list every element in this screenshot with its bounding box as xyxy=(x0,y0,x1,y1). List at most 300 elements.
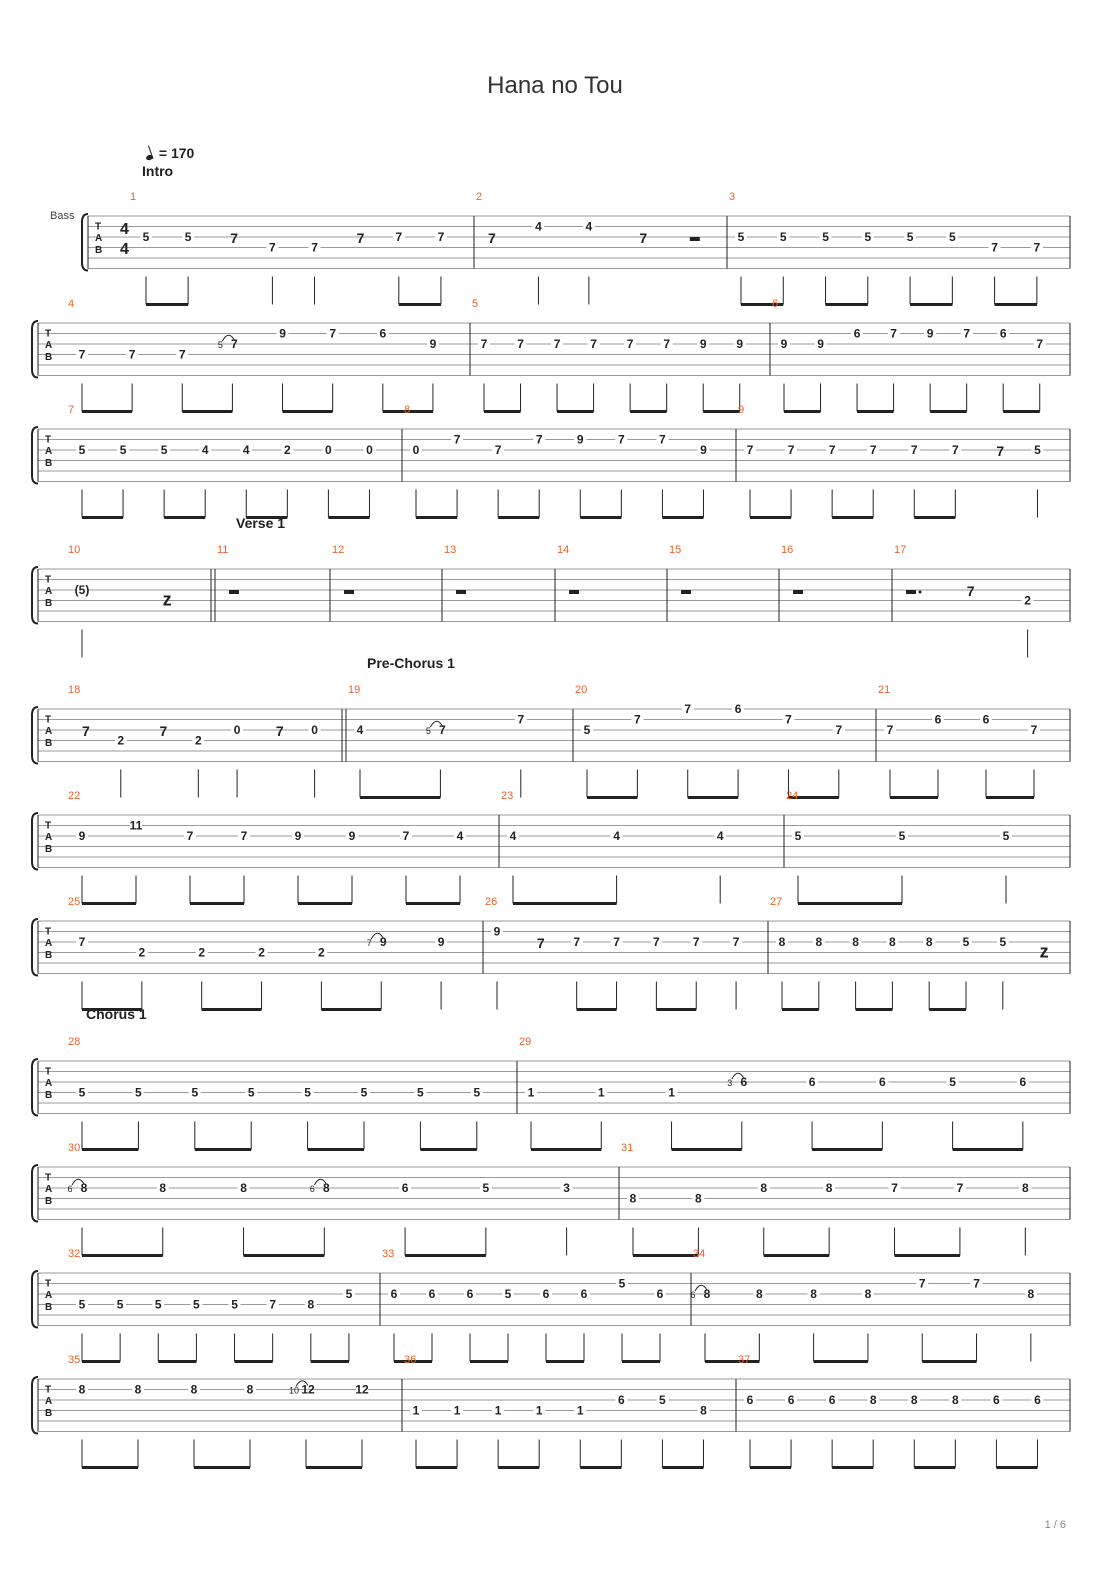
fret-number: 7 xyxy=(951,443,959,457)
fret-number: 9 xyxy=(576,432,584,447)
tab-clef-letter: A xyxy=(45,1290,53,1302)
measure-number: 21 xyxy=(878,684,891,696)
fret-number: 9 xyxy=(700,443,707,457)
eighth-rest: 7 xyxy=(488,230,496,246)
fret-number: 5 xyxy=(1002,829,1010,843)
half-rest xyxy=(456,590,466,594)
fret-number: 7 xyxy=(573,935,581,949)
half-rest xyxy=(681,590,691,594)
fret-number: 8 xyxy=(755,1287,763,1301)
fret-number: 6 xyxy=(466,1287,474,1301)
fret-number: 5 xyxy=(247,1085,255,1100)
tab-clef-letter: B xyxy=(45,351,53,363)
fret-number: 2 xyxy=(318,945,325,960)
tab-clef-letter: A xyxy=(45,1184,53,1196)
fret-number: 8 xyxy=(925,935,933,949)
fret-number: 5 xyxy=(135,1085,142,1100)
fret-number: 6 xyxy=(740,1075,748,1089)
grace-note: 5 xyxy=(425,726,431,736)
measure-number: 13 xyxy=(444,544,457,556)
fret-number: 9 xyxy=(379,935,387,949)
eighth-rest: 7 xyxy=(275,723,284,739)
fret-number: 1 xyxy=(412,1403,420,1418)
fret-number: 7 xyxy=(402,829,410,843)
measure-number: 34 xyxy=(693,1248,706,1260)
eighth-rest: 7 xyxy=(159,723,168,739)
quarter-rest: z xyxy=(162,589,172,610)
fret-number: 7 xyxy=(590,337,597,351)
eighth-rest: 7 xyxy=(356,230,365,246)
measure-number: 16 xyxy=(781,544,794,556)
fret-number: 5 xyxy=(116,1297,124,1312)
fret-number: 7 xyxy=(956,1181,964,1195)
quarter-rest: z xyxy=(1039,941,1049,962)
tab-system xyxy=(32,1354,1070,1468)
tab-clef-letter: A xyxy=(45,340,53,352)
fret-number: 1 xyxy=(576,1403,584,1418)
fret-number: 7 xyxy=(785,712,792,727)
fret-number: 5 xyxy=(948,230,956,244)
tab-clef-letter: A xyxy=(45,726,53,738)
fret-number: 8 xyxy=(240,1181,247,1195)
fret-number: 7 xyxy=(653,935,660,949)
fret-number: 4 xyxy=(509,829,517,843)
fret-number: 8 xyxy=(778,935,786,949)
fret-number: 9 xyxy=(736,337,744,351)
fret-number: 4 xyxy=(613,829,620,843)
fret-number: 6 xyxy=(734,702,742,716)
fret-number: 7 xyxy=(634,712,641,727)
tab-clef-letter: B xyxy=(45,1301,53,1313)
fret-number: 7 xyxy=(311,240,318,255)
tab-clef-letter: T xyxy=(45,434,52,446)
measure-number: 33 xyxy=(382,1248,395,1260)
tab-system xyxy=(32,1248,1070,1362)
tab-clef-letter: A xyxy=(45,586,53,598)
measure-number: 18 xyxy=(68,684,81,696)
fret-number: 2 xyxy=(1024,593,1031,608)
section-label-chorus-1: Chorus 1 xyxy=(86,1006,147,1022)
tab-clef-letter: A xyxy=(45,446,53,458)
fret-number: 5 xyxy=(659,1393,666,1407)
tab-clef-letter: B xyxy=(45,1195,53,1207)
fret-number: 6 xyxy=(982,712,990,727)
tab-clef-letter: A xyxy=(45,938,53,950)
fret-number: 1 xyxy=(453,1403,461,1418)
fret-number: 8 xyxy=(80,1181,88,1195)
tab-clef-letter: A xyxy=(45,1396,53,1408)
fret-number: 7 xyxy=(684,702,692,716)
grace-note: 6 xyxy=(67,1184,73,1194)
fret-number: 5 xyxy=(737,230,745,244)
tab-system xyxy=(32,298,1070,412)
fret-number: 7 xyxy=(269,1297,277,1312)
tab-clef-letter: T xyxy=(45,1278,52,1290)
fret-number: 5 xyxy=(78,1085,86,1100)
eighth-rest: 7 xyxy=(82,723,90,739)
fret-number: 6 xyxy=(390,1287,398,1301)
fret-number: 7 xyxy=(1033,240,1041,255)
fret-number: 5 xyxy=(345,1287,353,1301)
fret-number: 7 xyxy=(991,240,998,255)
fret-number: 1 xyxy=(527,1085,535,1100)
tab-clef-letter: B xyxy=(45,843,53,855)
fret-number: 7 xyxy=(231,337,238,351)
fret-number: 5 xyxy=(184,230,192,244)
fret-number: 7 xyxy=(890,326,897,341)
fret-number: 7 xyxy=(439,723,446,737)
system-bracket xyxy=(32,567,38,624)
system-bracket xyxy=(32,427,38,484)
fret-number: 8 xyxy=(159,1181,167,1195)
measure-number: 8 xyxy=(404,404,411,416)
measure-number: 30 xyxy=(68,1142,81,1154)
fret-number: 4 xyxy=(716,829,724,843)
fret-number: 7 xyxy=(886,723,894,737)
fret-number: 3 xyxy=(563,1181,570,1195)
fret-number: 5 xyxy=(794,829,802,843)
fret-number: 8 xyxy=(307,1297,315,1312)
fret-number: 7 xyxy=(517,337,524,351)
fret-number: 12 xyxy=(301,1382,315,1397)
fret-number: 5 xyxy=(473,1085,481,1100)
fret-number: 5 xyxy=(231,1297,238,1312)
tab-clef-letter: B xyxy=(95,244,103,256)
fret-number: 0 xyxy=(325,443,332,457)
measure-number: 9 xyxy=(738,404,745,416)
fret-number: 5 xyxy=(78,443,86,457)
fret-number: 8 xyxy=(322,1181,330,1195)
fret-number: 8 xyxy=(864,1287,872,1301)
fret-number: 7 xyxy=(663,337,671,351)
fret-number: 7 xyxy=(240,829,248,843)
fret-number: 8 xyxy=(910,1393,918,1407)
measure-number: 22 xyxy=(68,790,81,802)
fret-number: 1 xyxy=(494,1403,502,1418)
measure-number: 29 xyxy=(519,1036,532,1048)
eighth-rest: 7 xyxy=(639,230,648,246)
fret-number: 7 xyxy=(78,347,86,362)
tab-system xyxy=(32,896,1070,1010)
measure-number: 25 xyxy=(68,896,81,908)
rest-dot xyxy=(919,591,922,594)
fret-number: 4 xyxy=(242,443,250,457)
fret-number: 5 xyxy=(864,230,872,244)
half-rest xyxy=(569,590,579,594)
tab-system xyxy=(32,684,1070,798)
fret-number: 9 xyxy=(348,829,356,843)
measure-number: 23 xyxy=(501,790,514,802)
fret-number: 0 xyxy=(366,443,373,457)
eighth-rest: 7 xyxy=(966,583,975,599)
tab-clef-letter: A xyxy=(45,1078,53,1090)
fret-number: 7 xyxy=(659,432,666,447)
fret-number: 9 xyxy=(817,337,824,351)
fret-number: 8 xyxy=(869,1393,877,1407)
fret-number: 5 xyxy=(618,1276,626,1291)
fret-number: 6 xyxy=(1034,1393,1041,1407)
fret-number: 6 xyxy=(878,1075,886,1089)
fret-number: 5 xyxy=(822,230,829,244)
fret-number: 5 xyxy=(142,230,150,244)
fret-number: 2 xyxy=(138,945,146,960)
fret-number: 6 xyxy=(853,326,861,341)
fret-number: 7 xyxy=(178,347,186,362)
fret-number: 5 xyxy=(360,1085,368,1100)
fret-number: 7 xyxy=(553,337,561,351)
tab-clef-letter: B xyxy=(45,949,53,961)
time-signature: 4 xyxy=(120,220,129,238)
fret-number: 7 xyxy=(910,443,918,457)
fret-number: 5 xyxy=(119,443,127,457)
fret-number: 9 xyxy=(294,829,302,843)
fret-number: 7 xyxy=(1036,337,1044,351)
tab-clef-letter: B xyxy=(45,457,53,469)
grace-note: 5 xyxy=(217,340,223,350)
fret-number: 7 xyxy=(269,240,276,255)
fret-number: 5 xyxy=(78,1297,86,1312)
fret-number: 5 xyxy=(191,1085,199,1100)
system-bracket xyxy=(82,214,88,271)
eighth-rest: 7 xyxy=(230,230,239,246)
fret-number: 7 xyxy=(395,230,403,244)
fret-number: 8 xyxy=(78,1382,86,1397)
tab-clef-letter: T xyxy=(45,1172,52,1184)
fret-number: 7 xyxy=(732,935,740,949)
fret-number: 7 xyxy=(869,443,877,457)
measure-number: 15 xyxy=(669,544,682,556)
measure-number: 20 xyxy=(575,684,588,696)
fret-number: 8 xyxy=(703,1287,711,1301)
fret-number: 6 xyxy=(787,1393,795,1407)
system-bracket xyxy=(32,1377,38,1434)
fret-number: 2 xyxy=(198,945,206,960)
fret-number: 4 xyxy=(535,219,542,234)
fret-number: 2 xyxy=(258,945,265,960)
measure-number: 7 xyxy=(68,404,75,416)
section-label-pre-chorus-1: Pre-Chorus 1 xyxy=(367,655,455,671)
tab-clef-letter: B xyxy=(45,737,53,749)
fret-number: 7 xyxy=(480,337,488,351)
fret-number: 8 xyxy=(695,1191,702,1206)
fret-number: 4 xyxy=(356,723,364,737)
fret-number: 7 xyxy=(918,1276,926,1291)
fret-number: 8 xyxy=(700,1403,707,1418)
fret-number: 4 xyxy=(201,443,209,457)
fret-number: 8 xyxy=(1021,1181,1029,1195)
tempo-value: = 170 xyxy=(158,145,195,161)
fret-number: 8 xyxy=(852,935,859,949)
fret-number: 8 xyxy=(825,1181,833,1195)
tab-clef-letter: T xyxy=(45,714,52,726)
fret-number: 7 xyxy=(787,443,795,457)
fret-number: 1 xyxy=(535,1403,543,1418)
tab-system xyxy=(32,544,1070,658)
page-number: 1 / 6 xyxy=(1044,1519,1066,1531)
fret-number: 0 xyxy=(233,723,241,737)
system-bracket xyxy=(32,1271,38,1328)
fret-number: 8 xyxy=(810,1287,817,1301)
fret-number: 5 xyxy=(962,935,970,949)
fret-number: 7 xyxy=(891,1181,898,1195)
fret-number: (5) xyxy=(74,583,90,597)
tab-clef-letter: T xyxy=(45,574,52,586)
measure-number: 14 xyxy=(557,544,570,556)
half-rest xyxy=(229,590,239,594)
tab-clef-letter: B xyxy=(45,1407,53,1419)
tab-clef-letter: T xyxy=(45,820,52,832)
grace-note: 6 xyxy=(309,1184,315,1194)
system-bracket xyxy=(32,813,38,870)
fret-number: 0 xyxy=(311,723,318,737)
fret-number: 6 xyxy=(934,712,942,727)
fret-number: 6 xyxy=(617,1393,625,1407)
fret-number: 5 xyxy=(160,443,168,457)
grace-note: 3 xyxy=(727,1078,733,1088)
fret-number: 7 xyxy=(78,935,86,949)
fret-number: 7 xyxy=(494,443,502,457)
fret-number: 5 xyxy=(482,1181,490,1195)
time-signature: 4 xyxy=(120,240,129,258)
measure-number: 1 xyxy=(130,191,137,203)
fret-number: 7 xyxy=(746,443,754,457)
measure-number: 35 xyxy=(68,1354,81,1366)
fret-number: 7 xyxy=(517,712,525,727)
fret-number: 8 xyxy=(889,935,896,949)
measure-number: 37 xyxy=(738,1354,751,1366)
fret-number: 7 xyxy=(973,1276,980,1291)
fret-number: 5 xyxy=(417,1085,424,1100)
fret-number: 9 xyxy=(699,337,707,351)
fret-number: 9 xyxy=(493,924,501,939)
fret-number: 8 xyxy=(190,1382,198,1397)
fret-number: 5 xyxy=(999,935,1007,949)
tab-clef-letter: T xyxy=(95,221,102,233)
fret-number: 6 xyxy=(828,1393,836,1407)
fret-number: 8 xyxy=(629,1191,637,1206)
measure-number: 19 xyxy=(348,684,361,696)
half-rest xyxy=(793,590,803,594)
fret-number: 7 xyxy=(613,935,620,949)
section-label-verse-1: Verse 1 xyxy=(236,515,286,531)
fret-number: 7 xyxy=(626,337,634,351)
fret-number: 7 xyxy=(186,829,194,843)
fret-number: 9 xyxy=(780,337,788,351)
measure-number: 36 xyxy=(404,1354,417,1366)
fret-number: 12 xyxy=(355,1382,369,1397)
measure-number: 26 xyxy=(485,896,498,908)
fret-number: 0 xyxy=(412,443,420,457)
fret-number: 2 xyxy=(117,733,125,748)
half-rest xyxy=(690,237,700,241)
fret-number: 6 xyxy=(993,1393,1000,1407)
tab-clef-letter: T xyxy=(45,926,52,938)
fret-number: 5 xyxy=(304,1085,311,1100)
tab-system xyxy=(32,1142,1070,1256)
instrument-label: Bass xyxy=(50,210,75,222)
fret-number: 7 xyxy=(437,230,445,244)
measure-number: 4 xyxy=(68,298,75,310)
fret-number: 5 xyxy=(906,230,914,244)
section-label-intro: Intro xyxy=(142,163,174,179)
fret-number: 7 xyxy=(692,935,700,949)
fret-number: 6 xyxy=(379,326,387,341)
fret-number: 7 xyxy=(963,326,971,341)
fret-number: 1 xyxy=(597,1085,605,1100)
fret-number: 7 xyxy=(1030,723,1038,737)
measure-number: 12 xyxy=(332,544,345,556)
fret-number: 9 xyxy=(78,829,86,843)
tab-system xyxy=(32,790,1070,904)
fret-number: 1 xyxy=(668,1085,675,1100)
fret-number: 6 xyxy=(428,1287,436,1301)
fret-number: 5 xyxy=(583,723,591,737)
measure-number: 31 xyxy=(621,1142,634,1154)
tab-clef-letter: A xyxy=(95,233,103,245)
fret-number: 5 xyxy=(504,1287,512,1301)
grace-note: 6 xyxy=(690,1290,696,1300)
system-bracket xyxy=(32,1165,38,1222)
fret-number: 4 xyxy=(585,219,593,234)
measure-number: 27 xyxy=(770,896,783,908)
measure-number: 2 xyxy=(476,191,483,203)
fret-number: 7 xyxy=(329,326,337,341)
fret-number: 5 xyxy=(1034,443,1041,457)
tab-clef-letter: B xyxy=(45,1089,53,1101)
fret-number: 9 xyxy=(437,935,445,949)
tab-clef-letter: T xyxy=(45,1066,52,1078)
fret-number: 7 xyxy=(617,432,625,447)
fret-number: 5 xyxy=(154,1297,162,1312)
fret-number: 9 xyxy=(429,337,437,351)
fret-number: 5 xyxy=(193,1297,200,1312)
half-rest xyxy=(344,590,354,594)
fret-number: 6 xyxy=(1019,1075,1027,1089)
eighth-rest: 7 xyxy=(996,443,1005,459)
grace-note: 7 xyxy=(366,938,372,948)
fret-number: 5 xyxy=(898,829,906,843)
tab-clef-letter: T xyxy=(45,1384,52,1396)
fret-number: 8 xyxy=(815,935,823,949)
system-bracket xyxy=(32,919,38,976)
tab-system xyxy=(32,404,1070,518)
fret-number: 7 xyxy=(828,443,836,457)
fret-number: 6 xyxy=(542,1287,550,1301)
grace-note: 10 xyxy=(288,1385,300,1396)
half-rest xyxy=(906,590,916,594)
measure-number: 11 xyxy=(217,544,229,556)
system-bracket xyxy=(32,321,38,378)
system-bracket xyxy=(32,707,38,764)
tab-system xyxy=(32,1036,1070,1150)
measure-number: 24 xyxy=(786,790,799,802)
fret-number: 6 xyxy=(999,326,1007,341)
tab-system xyxy=(82,191,1070,305)
fret-number: 2 xyxy=(194,733,202,748)
fret-number: 8 xyxy=(1027,1287,1035,1301)
fret-number: 6 xyxy=(580,1287,588,1301)
eighth-rest: 7 xyxy=(536,935,545,951)
fret-number: 9 xyxy=(926,326,934,341)
system-bracket xyxy=(32,1059,38,1116)
tab-clef-letter: B xyxy=(45,597,53,609)
fret-number: 2 xyxy=(283,443,291,457)
fret-number: 9 xyxy=(279,326,286,341)
measure-number: 6 xyxy=(772,298,779,310)
fret-number: 7 xyxy=(453,432,461,447)
tab-clef-letter: T xyxy=(45,328,52,340)
fret-number: 7 xyxy=(128,347,136,362)
